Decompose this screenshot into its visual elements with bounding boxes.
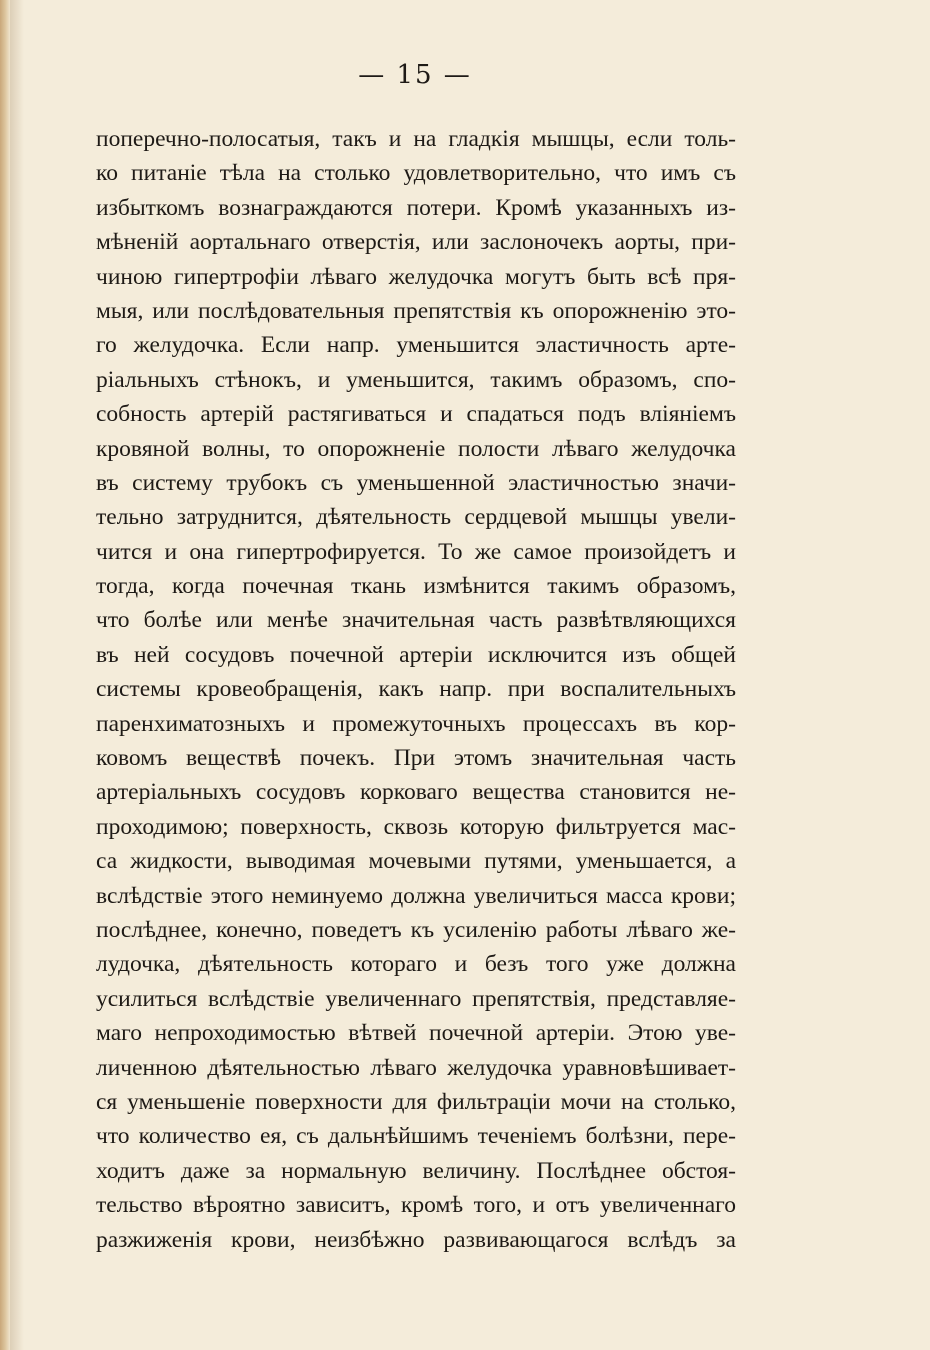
text-line: маго непроходимостью вѣтвей почечной артеріи. Этою уве- <box>96 1020 736 1047</box>
text-line: личенною дѣятельностью лѣваго желудочка уравновѣшивает- <box>96 1054 736 1081</box>
text-line: избыткомъ вознаграждаются потери. Кромѣ указанныхъ из- <box>96 194 736 221</box>
text-line: тогда, когда почечная ткань измѣнится такимъ образомъ, <box>96 573 736 600</box>
text-line: въ ней сосудовъ почечной артеріи исключится изъ общей <box>96 641 736 668</box>
text-line: са жидкости, выводимая мочевыми путями, уменьшается, а <box>96 848 736 875</box>
page-binding-edge <box>0 0 10 1350</box>
text-line: послѣднее, конечно, поведетъ къ усиленію работы лѣваго же- <box>96 916 736 943</box>
text-line: го желудочка. Если напр. уменьшится эластичность арте- <box>96 332 736 359</box>
text-line: что болѣе или менѣе значительная часть развѣтвляющихся <box>96 607 736 634</box>
text-line: мыя, или послѣдовательныя препятствія къ опорожненію это- <box>96 297 736 324</box>
binding-shadow <box>10 0 24 1350</box>
text-line: артеріальныхъ сосудовъ корковаго вещества становится не- <box>96 779 736 806</box>
text-line: ріальныхъ стѣнокъ, и уменьшится, такимъ образомъ, спо- <box>96 366 736 393</box>
text-line: кровяной волны, то опорожненіе полости лѣваго желудочка <box>96 435 736 462</box>
text-line: мѣненій аортальнаго отверстія, или заслоночекъ аорты, при- <box>96 229 736 256</box>
text-line: лудочка, дѣятельность котораго и безъ того уже должна <box>96 951 736 978</box>
text-line: вслѣдствіе этого неминуемо должна увеличиться масса крови; <box>96 882 736 909</box>
text-line: собность артерій растягиваться и спадаться подъ вліяніемъ <box>96 401 736 428</box>
text-line: ко питаніе тѣла на столько удовлетворительно, что имъ съ <box>96 160 736 187</box>
text-line: чится и она гипертрофируется. То же самое произойдетъ и <box>96 538 736 565</box>
text-line: тельно затруднится, дѣятельность сердцевой мышцы увели- <box>96 504 736 531</box>
text-line: поперечно-полосатыя, такъ и на гладкія мышцы, если толь- <box>96 126 736 152</box>
text-line: ковомъ веществѣ почекъ. При этомъ значительная часть <box>96 745 736 772</box>
text-line: разжиженія крови, неизбѣжно развивающагося вслѣдъ за <box>96 1226 736 1253</box>
text-line: ходитъ даже за нормальную величину. Послѣднее обстоя- <box>96 1157 736 1184</box>
text-line: усилиться вслѣдствіе увеличеннаго препятствія, представляе- <box>96 985 736 1012</box>
body-text <box>96 122 736 1257</box>
text-line: проходимою; поверхность, сквозь которую фильтруется мас- <box>96 813 736 840</box>
text-line: паренхиматозныхъ и промежуточныхъ процессахъ въ кор- <box>96 710 736 737</box>
text-line: въ систему трубокъ съ уменьшенной эластичностью значи- <box>96 469 736 496</box>
page-number: — 15 — <box>358 60 472 90</box>
text-line: тельство вѣроятно зависитъ, кромѣ того, и отъ увеличеннаго <box>96 1192 736 1219</box>
text-line: чиною гипертрофіи лѣваго желудочка могутъ быть всѣ пря- <box>96 263 736 290</box>
text-line: что количество ея, съ дальнѣйшимъ теченіемъ болѣзни, пере- <box>96 1123 736 1150</box>
text-line: ся уменьшеніе поверхности для фильтраціи мочи на столько, <box>96 1088 736 1115</box>
text-line: системы кровеобращенія, какъ напр. при воспалительныхъ <box>96 676 736 703</box>
